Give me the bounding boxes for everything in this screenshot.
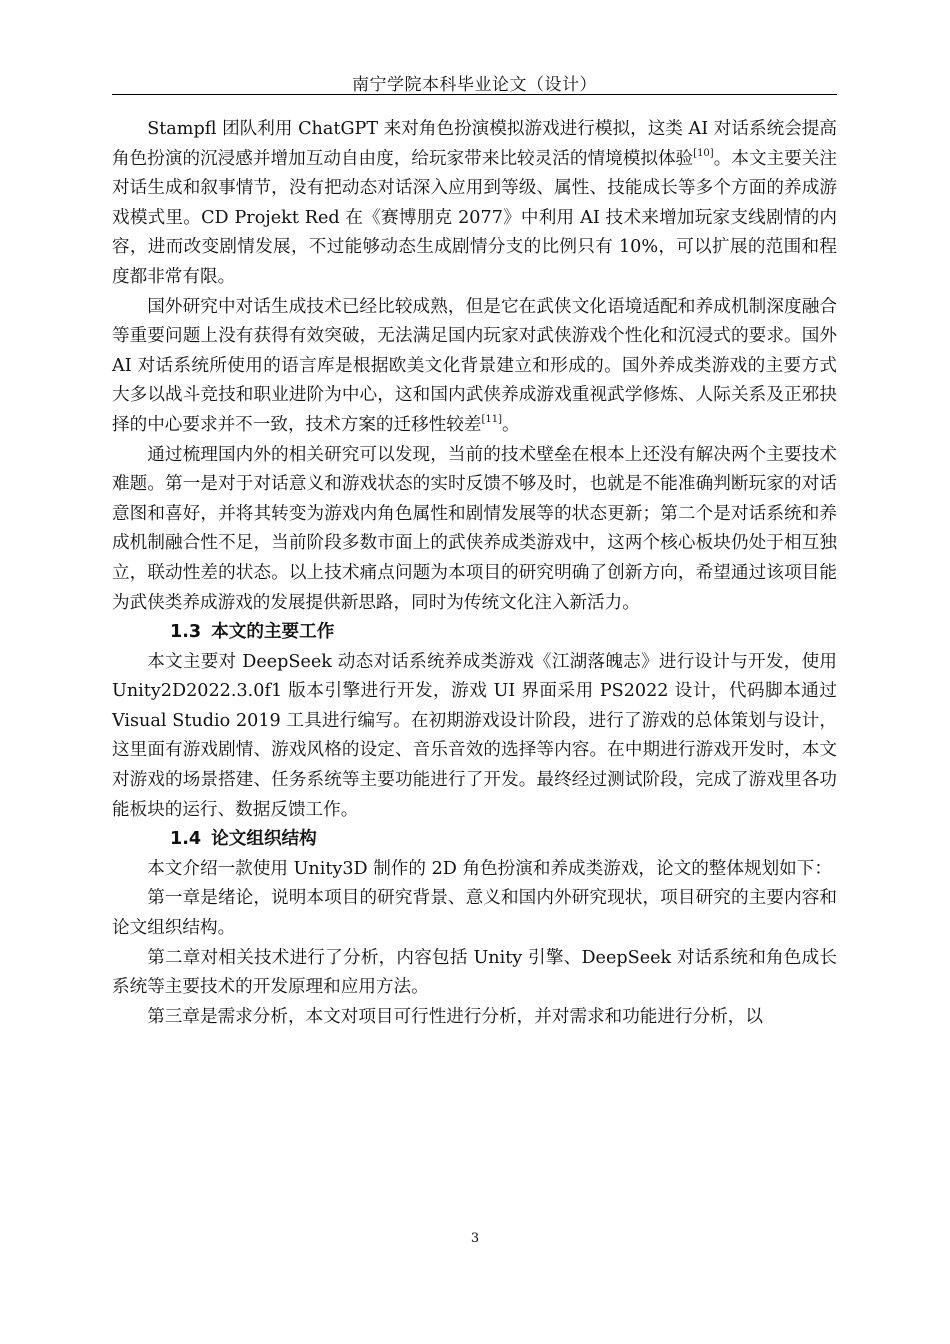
paragraph: 本文主要对 DeepSeek 动态对话系统养成类游戏《江湖落魄志》进行设计与开发，使用 Unity2D2022.3.0f1 版本引擎进行开发，游戏 UI 界面采用 PS2022 设计，代码脚本通过 Visual Studio 2019 工具进行编写。在初期游戏设计阶段，进行了游戏的总体策划与设计，这里面有游戏剧情、游戏风格的设定、音乐音效的选择等内容。在中期进行游戏开发时，本文对游戏的场景搭建、任务系统等主要功能进行了开发。最终经过测试阶段，完成了游戏里各功能板块的运行、数据反馈工作。 xyxy=(112,651,837,820)
page-header: 南宁学院本科毕业论文（设计） xyxy=(352,75,597,95)
paragraph: Stampfl 团队利用 ChatGPT 来对角色扮演模拟游戏进行模拟，这类 AI 对话系统会提高角色扮演的沉浸感并增加互动自由度，给玩家带来比较灵活的情境模拟体验[10]。本文主要关注对话生成和叙事情节，没有把动态对话深入应用到等级、属性、技能成长等多个方面的养成游戏模式里。CD Projekt Red 在《赛博朋克 2077》中利用 AI 技术来增加玩家支线剧情的内容，进而改变剧情发展，不过能够动态生成剧情分支的比例只有 10%，可以扩展的范围和程度都非常有限。 xyxy=(112,119,837,287)
citation: [11] xyxy=(481,413,503,425)
paragraph: 通过梳理国内外的相关研究可以发现，当前的技术壁垒在根本上还没有解决两个主要技术难题。第一是对于对话意义和游戏状态的实时反馈不够及时，也就是不能准确判断玩家的对话意图和喜好，并将其转变为游戏内角色属性和剧情发展等的状态更新；第二个是对话系统和养成机制融合性不足，当前阶段多数市面上的武侠养成类游戏中，这两个核心板块仍处于相互独立，联动性差的状态。以上技术痛点问题为本项目的研究明确了创新方向，希望通过该项目能为武侠类养成游戏的发展提供新思路，同时为传统文化注入新活力。 xyxy=(112,444,837,613)
paragraph: 第一章是绪论，说明本项目的研究背景、意义和国内外研究现状，项目研究的主要内容和论文组织结构。 xyxy=(112,888,837,939)
header-rule xyxy=(112,94,837,95)
section-number: 1.3 xyxy=(170,622,202,643)
page-body xyxy=(112,115,837,1032)
section-title: 本文的主要工作 xyxy=(211,622,335,643)
paragraph: 本文介绍一款使用 Unity3D 制作的 2D 角色扮演和养成类游戏，论文的整体规划如下： xyxy=(147,858,832,879)
section-number: 1.4 xyxy=(170,829,202,850)
paragraph: 第三章是需求分析，本文对项目可行性进行分析，并对需求和功能进行分析，以 xyxy=(147,1006,763,1027)
paragraph: 第二章对相关技术进行了分析，内容包括 Unity 引擎、DeepSeek 对话系统和角色成长系统等主要技术的开发原理和应用方法。 xyxy=(112,947,837,998)
page-number: 3 xyxy=(470,1231,480,1246)
section-heading xyxy=(112,825,837,855)
section-title: 论文组织结构 xyxy=(211,829,317,850)
section-heading xyxy=(112,618,837,648)
paragraph: 国外研究中对话生成技术已经比较成熟，但是它在武侠文化语境适配和养成机制深度融合等重要问题上没有获得有效突破，无法满足国内玩家对武侠游戏个性化和沉浸式的要求。国外 AI 对话系统所使用的语言库是根据欧美文化背景建立和形成的。国外养成类游戏的主要方式大多以战斗竞技和职业进阶为中心，这和国内武侠养成游戏重视武学修炼、人际关系及正邪抉择的中心要求并不一致，技术方案的迁移性较差[11]。 xyxy=(112,296,837,435)
citation: [10] xyxy=(693,147,714,159)
